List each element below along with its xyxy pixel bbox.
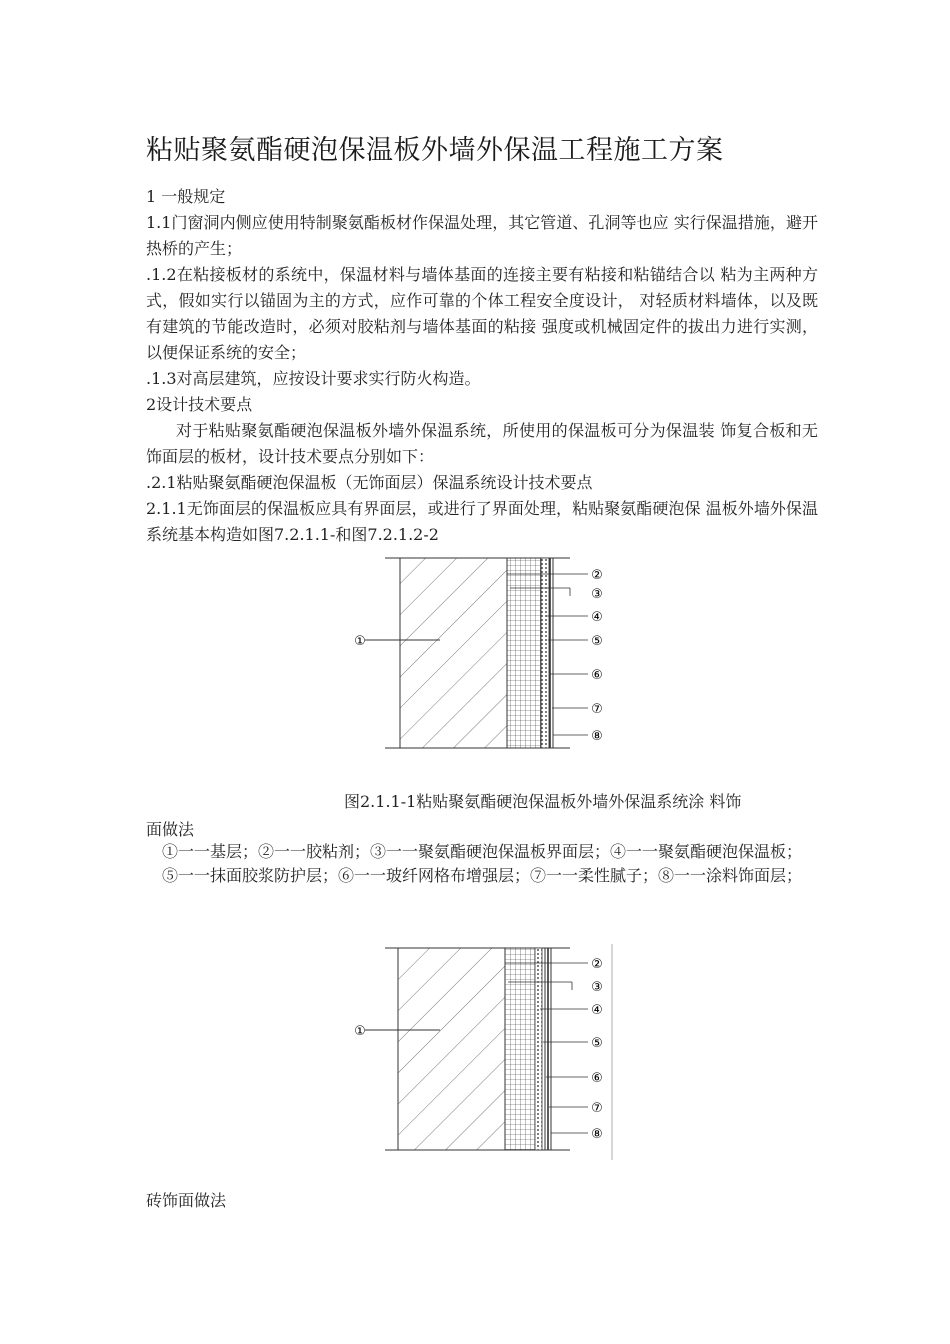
mortar-layer [541,558,549,748]
insulation-board [507,558,541,748]
paragraph: .1.2在粘接板材的系统中，保温材料与墙体基面的连接主要有粘接和粘锚结合以 粘为主两种方式，假如实行以锚固为主的方式，应作可靠的个体工程安全度设计， 对轻质材料墙体，以及既有建筑的节能改造时，必须对胶粘剂与墙体基面的粘接 强度或机械固定件的拔出力进行实测，以便保证系统的安全； [146,265,818,362]
paragraph: 2.1.1无饰面层的保温板应具有界面层，或进行了界面处理，粘贴聚氨酯硬泡保 温板外墙外保温系统基本构造如图7.2.1.1-和图7.2.1.2-2 [146,499,818,544]
section-heading: 1 一般规定 [146,187,226,206]
label-5: ⑤ [591,634,603,649]
label-8: ⑧ [591,729,603,744]
legend-line: ⑤一一抹面胶浆防护层；⑥一一玻纤网格布增强层；⑦一一柔性腻子；⑧一一涂料饰面层； [161,866,802,885]
label-2: ② [591,568,603,583]
label-6: ⑥ [591,1071,603,1086]
paragraph: 对于粘贴聚氨酯硬泡保温板外墙外保温系统，所使用的保温板可分为保温装 饰复合板和无饰面层的板材，设计技术要点分别如下： [146,421,818,466]
paragraph: .2.1粘贴聚氨酯硬泡保温板（无饰面层）保温系统设计技术要点 [146,473,593,492]
label-5: ⑤ [591,1036,603,1051]
label-4: ④ [591,1003,603,1018]
label-1: ① [354,1024,366,1039]
figure-legend [146,840,818,888]
paragraph: .1.3对高层建筑，应按设计要求实行防火构造。 [146,369,481,388]
section-heading: 2设计技术要点 [146,395,253,414]
paragraph: 1.1门窗洞内侧应使用特制聚氨酯板材作保温处理，其它管道、孔洞等也应 实行保温措施，避开热桥的产生； [146,213,818,258]
caption-line: 面做法 [146,820,195,839]
insulation-board [505,948,535,1150]
label-7: ⑦ [591,1101,603,1116]
label-3: ③ [591,980,603,995]
label-3: ③ [591,587,603,602]
section-text: 砖饰面做法 [146,1191,227,1210]
base-wall [400,558,507,748]
label-8: ⑧ [591,1127,603,1142]
label-7: ⑦ [591,702,603,717]
caption-line: 图2.1.1-1粘贴聚氨酯硬泡保温板外墙外保温系统涂 料饰 [344,792,742,811]
legend-line: ①一一基层；②一一胶粘剂；③一一聚氨酯硬泡保温板界面层；④一一聚氨酯硬泡保温板； [161,842,802,861]
document-body [146,184,818,548]
label-4: ④ [591,610,603,625]
label-6: ⑥ [591,668,603,683]
wall-section-diagram-1 [340,550,620,760]
document-title: 粘贴聚氨酯硬泡保温板外墙外保温工程施工方案 [146,135,724,166]
label-1: ① [354,634,366,649]
wall-section-diagram-2 [340,944,620,1162]
base-wall [398,948,505,1150]
mortar-layer [535,948,542,1150]
figure-caption [146,788,818,844]
label-2: ② [591,957,603,972]
